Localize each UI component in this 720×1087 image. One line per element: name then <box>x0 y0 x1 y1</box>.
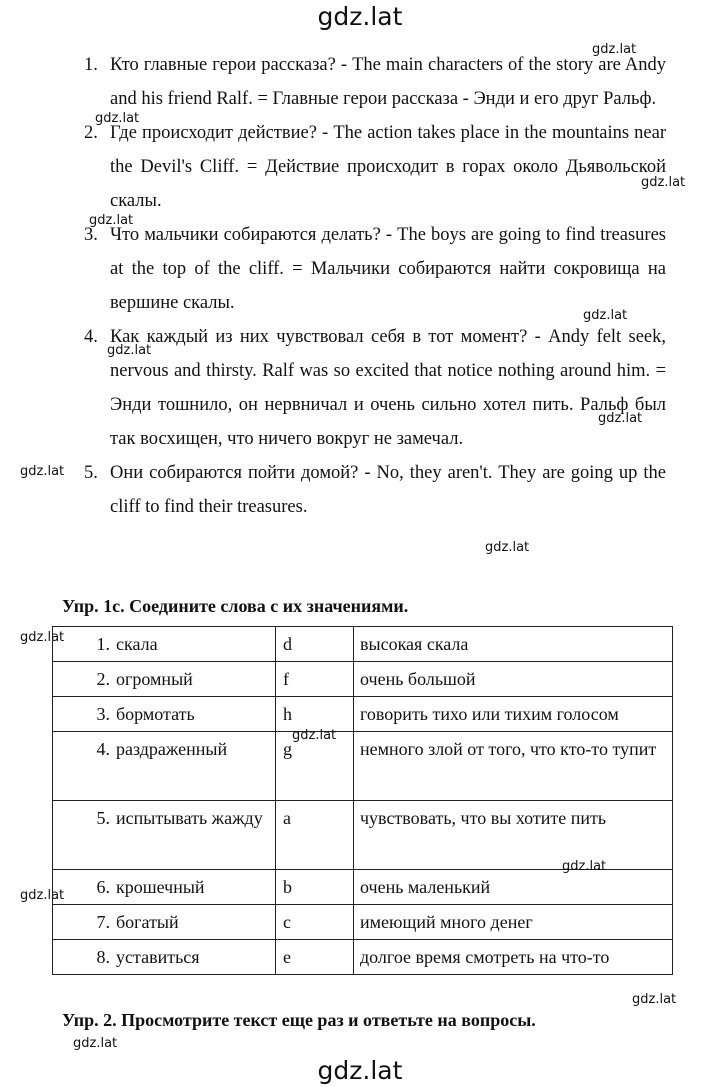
watermark: gdz.lat <box>73 1036 118 1051</box>
table-row <box>53 662 673 697</box>
answer-text: Они собираются пойти домой? - No, they aren't. They are going up the cliff to find their treasures. <box>110 463 666 517</box>
meaning-cell: чувствовать, что вы хотите пить <box>354 801 673 870</box>
exercise-2-heading: Упр. 2. Просмотрите текст еще раз и ответьте на вопросы. <box>62 1010 536 1030</box>
watermark: gdz.lat <box>598 411 643 426</box>
letter-cell: e <box>276 940 354 975</box>
row-number: 2. <box>96 669 110 689</box>
word-cell: богатый <box>116 912 179 932</box>
watermark: gdz.lat <box>107 343 152 358</box>
answer-item <box>84 116 666 218</box>
row-number: 1. <box>96 634 110 654</box>
answer-number: 1. <box>84 55 98 75</box>
letter-cell: g <box>276 732 354 801</box>
answers-list <box>84 48 666 524</box>
exercise-1c-heading: Упр. 1с. Соедините слова с их значениями. <box>62 596 409 616</box>
answer-text: Где происходит действие? - The action takes place in the mountains near the Devil's Cliff. = Действие происходит в горах около Дьявольской скалы. <box>110 123 666 211</box>
watermark: gdz.lat <box>632 992 677 1007</box>
watermark: gdz.lat <box>485 540 530 555</box>
watermark: gdz.lat <box>292 728 337 743</box>
row-number: 4. <box>96 739 110 759</box>
table-row <box>53 697 673 732</box>
watermark: gdz.lat <box>89 213 134 228</box>
watermark: gdz.lat <box>641 175 686 190</box>
answer-item <box>84 218 666 320</box>
letter-cell: b <box>276 870 354 905</box>
row-number: 8. <box>96 947 110 967</box>
word-cell: бормотать <box>116 704 195 724</box>
meaning-cell: очень большой <box>354 662 673 697</box>
letter-cell: f <box>276 662 354 697</box>
table-row <box>53 870 673 905</box>
answer-number: 2. <box>84 123 98 143</box>
answer-item <box>84 320 666 456</box>
matching-table <box>52 626 673 975</box>
table-row <box>53 732 673 801</box>
answer-number: 4. <box>84 327 98 347</box>
answer-item <box>84 456 666 524</box>
word-cell: раздраженный <box>116 739 228 759</box>
meaning-cell: немного злой от того, что кто-то тупит <box>354 732 673 801</box>
site-title-top: gdz.lat <box>317 2 403 31</box>
watermark: gdz.lat <box>592 42 637 57</box>
meaning-cell: долгое время смотреть на что-то <box>354 940 673 975</box>
word-cell: испытывать жажду <box>116 808 263 828</box>
meaning-cell: имеющий много денег <box>354 905 673 940</box>
meaning-cell: высокая скала <box>354 627 673 662</box>
meaning-cell: говорить тихо или тихим голосом <box>354 697 673 732</box>
watermark: gdz.lat <box>20 888 65 903</box>
word-cell: уставиться <box>116 947 200 967</box>
row-number: 6. <box>96 877 110 897</box>
answer-number: 3. <box>84 225 98 245</box>
watermark: gdz.lat <box>583 308 628 323</box>
letter-cell: h <box>276 697 354 732</box>
row-number: 7. <box>96 912 110 932</box>
row-number: 5. <box>96 808 110 828</box>
answer-text: Что мальчики собираются делать? - The boys are going to find treasures at the top of the cliff. = Мальчики собираются найти сокровища на вершине скалы. <box>110 225 666 313</box>
site-title-bottom: gdz.lat <box>317 1056 403 1085</box>
watermark: gdz.lat <box>562 859 607 874</box>
answer-text: Как каждый из них чувствовал себя в тот момент? - Andy felt seek, nervous and thirsty. Ralf was so excited that notice nothing around him. = Энди тошнило, он нервничал и очень сильно хотел пить. Ральф был так восхищен, что ничего вокруг не замечал. <box>110 327 666 449</box>
watermark: gdz.lat <box>20 630 65 645</box>
table-row <box>53 905 673 940</box>
watermark: gdz.lat <box>95 111 140 126</box>
letter-cell: c <box>276 905 354 940</box>
table-row <box>53 627 673 662</box>
word-cell: огромный <box>116 669 193 689</box>
word-cell: крошечный <box>116 877 205 897</box>
word-cell: скала <box>116 634 158 654</box>
answer-item <box>84 48 666 116</box>
answer-text: Кто главные герои рассказа? - The main characters of the story are Andy and his friend Ralf. = Главные герои рассказа - Энди и его друг Ральф. <box>110 55 666 109</box>
watermark: gdz.lat <box>20 464 65 479</box>
meaning-cell: очень маленький <box>354 870 673 905</box>
letter-cell: d <box>276 627 354 662</box>
row-number: 3. <box>96 704 110 724</box>
answer-number: 5. <box>84 463 98 483</box>
table-row <box>53 940 673 975</box>
letter-cell: a <box>276 801 354 870</box>
